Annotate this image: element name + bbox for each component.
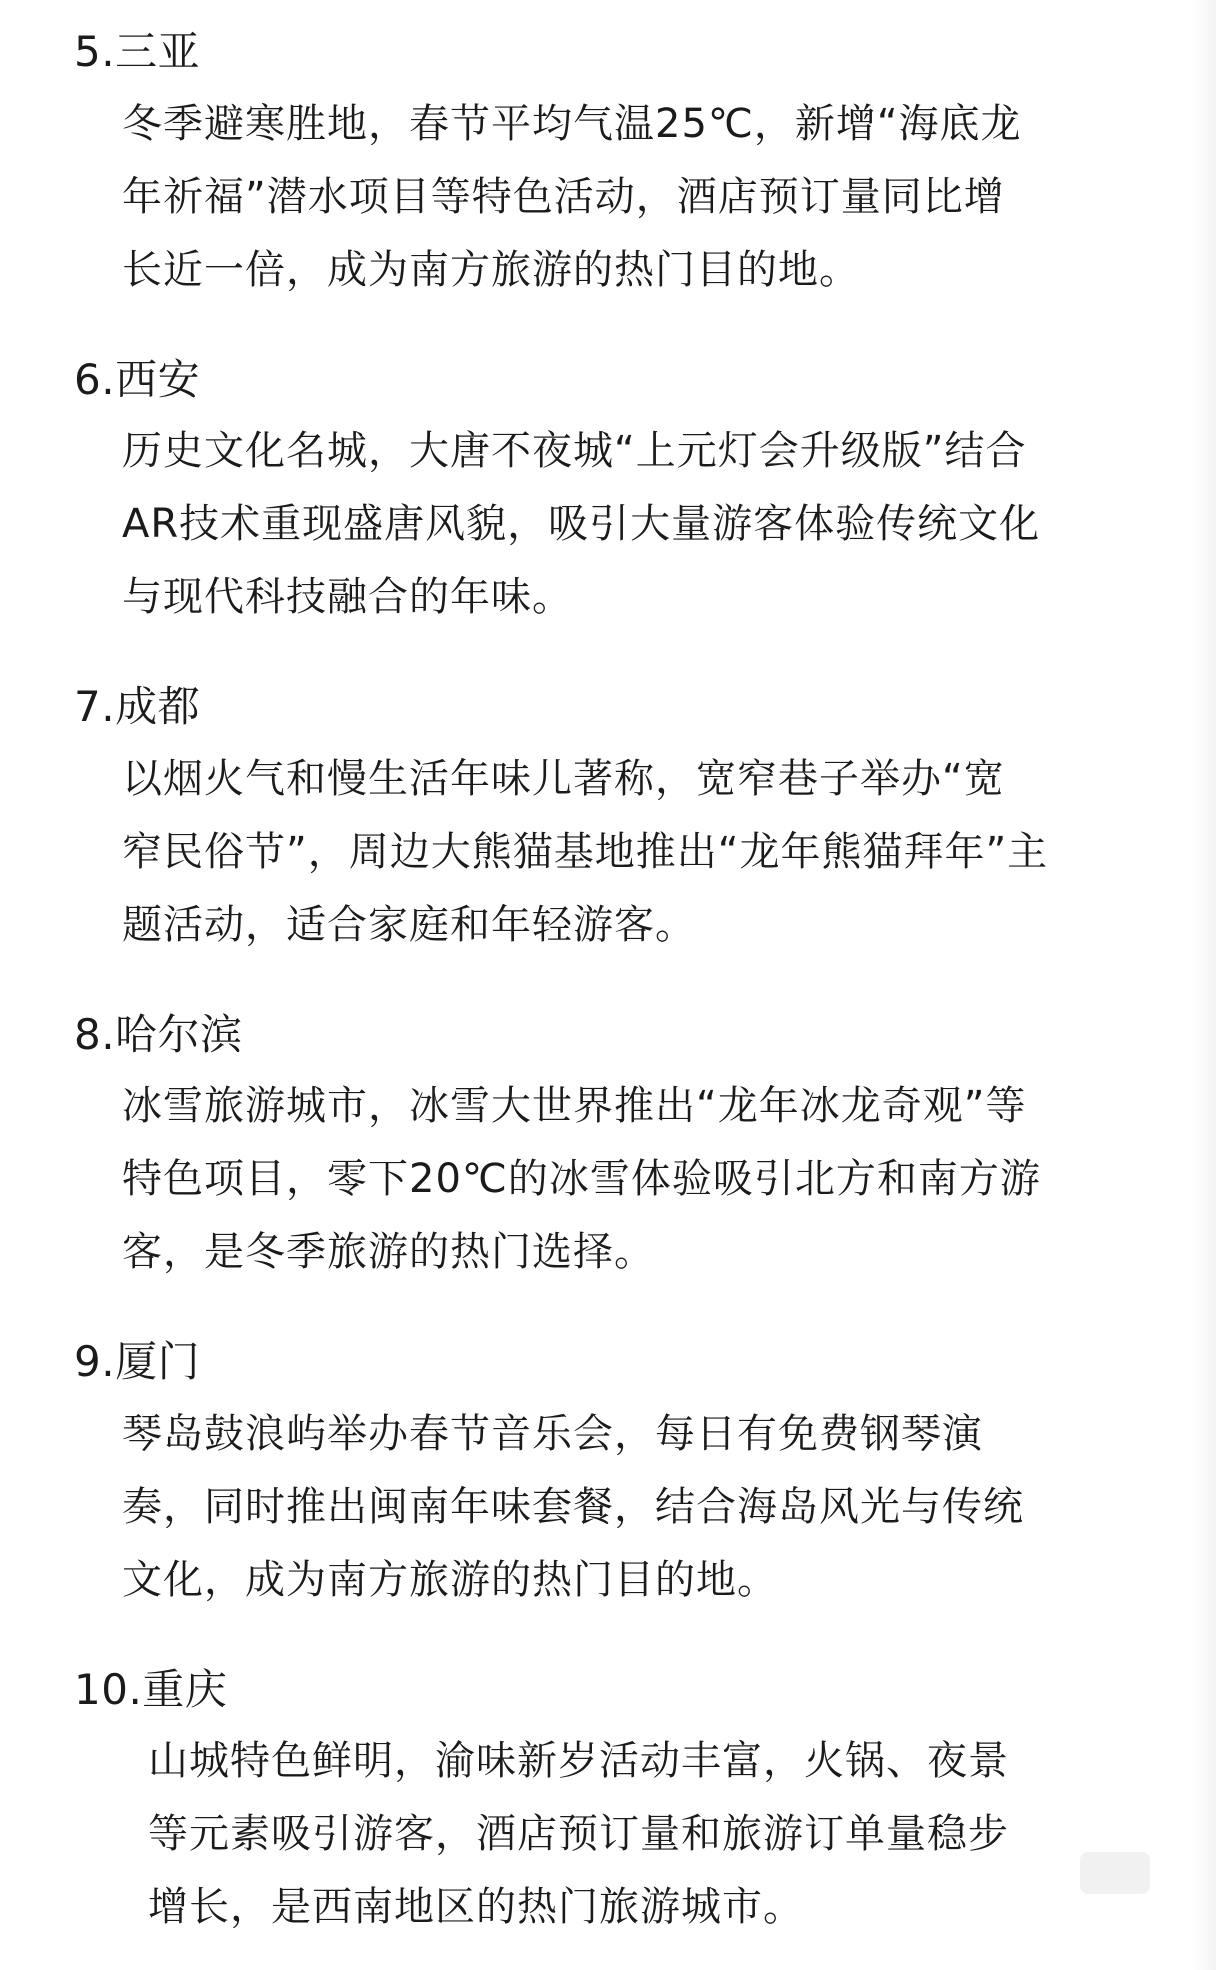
- description-line: 长近一倍，成为南方旅游的热门目的地。: [122, 247, 860, 293]
- item-description: [122, 1070, 1142, 1289]
- item-description: [122, 1398, 1142, 1617]
- description-line: 窄民俗节”，周边大熊猫基地推出“龙年熊猫拜年”主: [122, 829, 1049, 875]
- description-line: 年祈福”潜水项目等特色活动，酒店预订量同比增: [122, 174, 1005, 220]
- page-edge-shadow: [1192, 0, 1216, 1970]
- description-line: 琴岛鼓浪屿举办春节音乐会，每日有免费钢琴演: [122, 1411, 983, 1457]
- item-heading: [74, 352, 200, 408]
- description-line: 题活动，适合家庭和年轻游客。: [122, 902, 696, 948]
- description-line: 历史文化名城，大唐不夜城“上元灯会升级版”结合: [122, 428, 1027, 474]
- item-heading: [74, 1662, 227, 1718]
- watermark-logo: [1080, 1852, 1150, 1894]
- item-number: 7.: [74, 682, 116, 731]
- item-description: [122, 743, 1142, 962]
- description-line: 山城特色鲜明，渝味新岁活动丰富，火锅、夜景: [148, 1738, 1009, 1784]
- item-heading: [74, 679, 200, 735]
- item-number: 6.: [74, 355, 116, 404]
- item-number: 5.: [74, 27, 116, 76]
- description-line: 冰雪旅游城市，冰雪大世界推出“龙年冰龙奇观”等: [122, 1083, 1027, 1129]
- description-line: 特色项目，零下20℃的冰雪体验吸引北方和南方游: [122, 1156, 1041, 1202]
- description-line: 文化，成为南方旅游的热门目的地。: [122, 1557, 778, 1603]
- item-number: 8.: [74, 1010, 116, 1059]
- item-city: 西安: [115, 355, 201, 404]
- item-city: 重庆: [142, 1665, 228, 1714]
- item-heading: [74, 1334, 200, 1390]
- description-line: 增长，是西南地区的热门旅游城市。: [148, 1884, 804, 1930]
- item-city: 成都: [115, 682, 201, 731]
- description-line: 冬季避寒胜地，春节平均气温25℃，新增“海底龙: [122, 101, 1022, 147]
- item-number: 10.: [74, 1665, 143, 1714]
- item-heading: [74, 24, 200, 80]
- item-description: [148, 1725, 1168, 1944]
- description-line: AR技术重现盛唐风貌，吸引大量游客体验传统文化: [122, 501, 1041, 547]
- item-description: [122, 88, 1142, 307]
- description-line: 与现代科技融合的年味。: [122, 574, 573, 620]
- item-heading: [74, 1007, 243, 1063]
- description-line: 以烟火气和慢生活年味儿著称，宽窄巷子举办“宽: [122, 756, 1005, 802]
- item-number: 9.: [74, 1337, 116, 1386]
- description-line: 奏，同时推出闽南年味套餐，结合海岛风光与传统: [122, 1484, 1024, 1530]
- item-city: 哈尔滨: [115, 1010, 243, 1059]
- item-city: 厦门: [115, 1337, 201, 1386]
- description-line: 客，是冬季旅游的热门选择。: [122, 1229, 655, 1275]
- description-line: 等元素吸引游客，酒店预订量和旅游订单量稳步: [148, 1811, 1009, 1857]
- item-city: 三亚: [115, 27, 201, 76]
- item-description: [122, 415, 1142, 634]
